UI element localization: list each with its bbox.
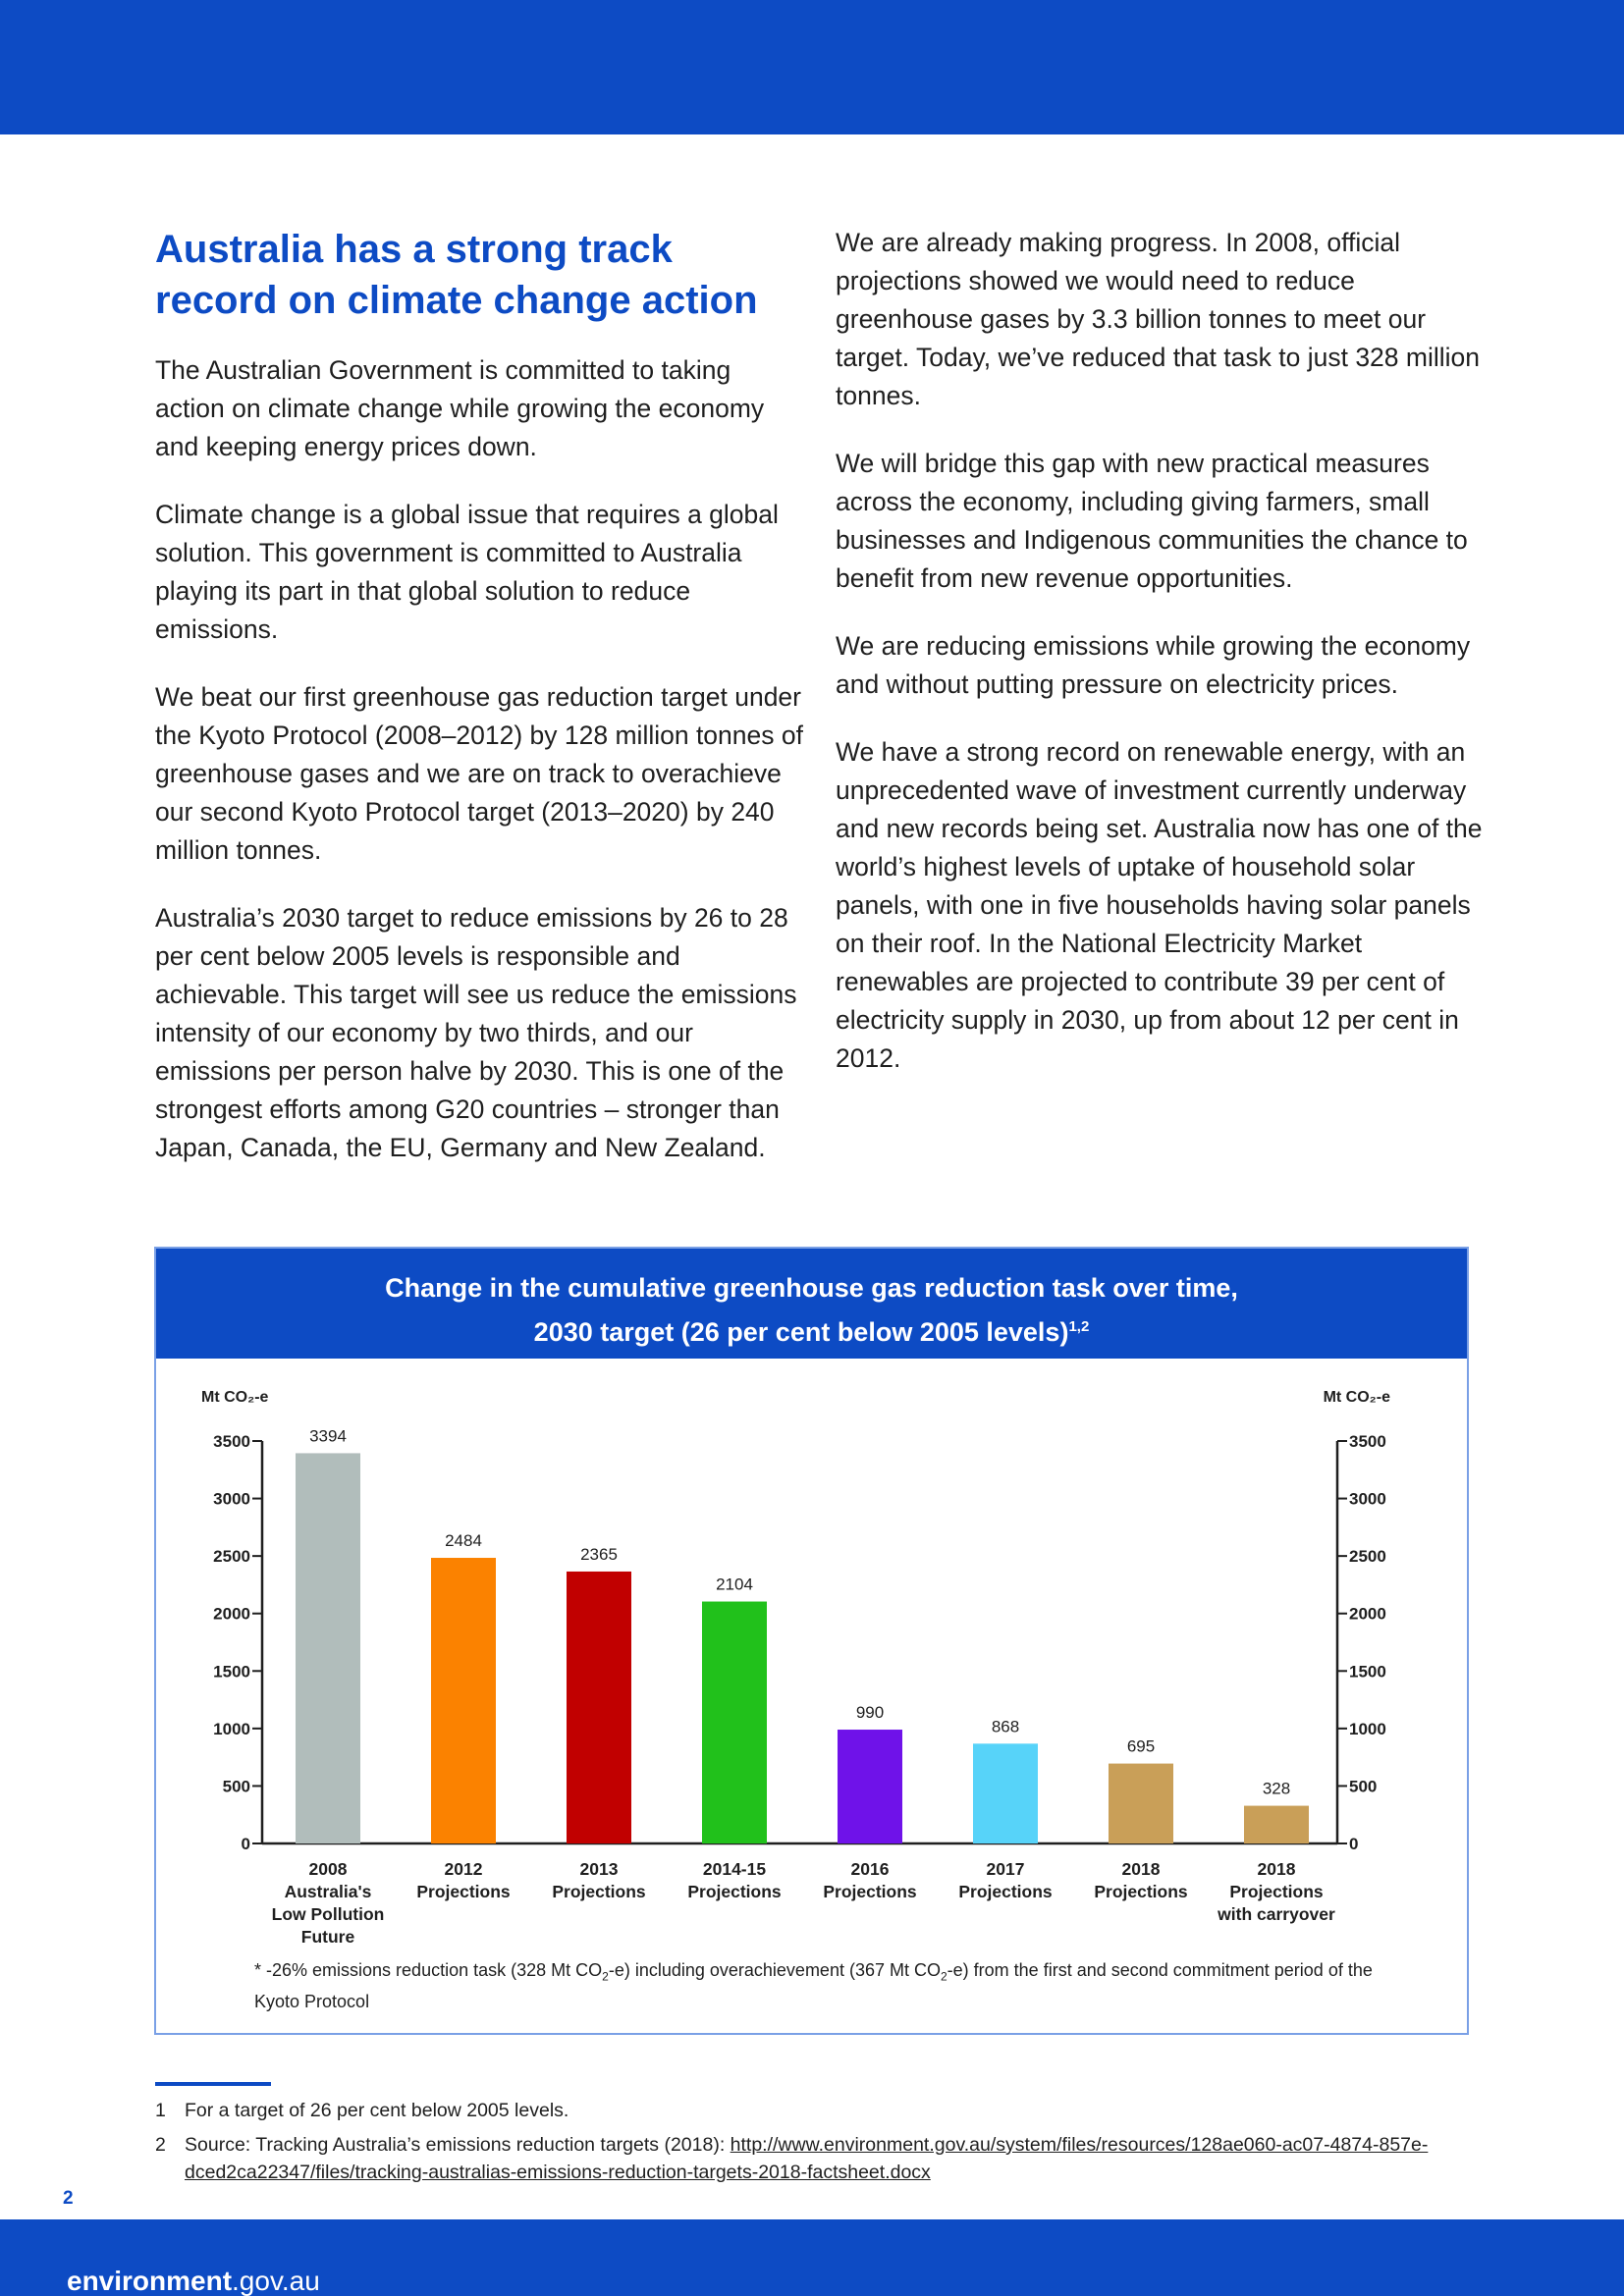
bar-value-label: 990 [855,1703,885,1723]
x-category-label: Projections [1094,1882,1188,1901]
x-category-label: 2013 [579,1859,619,1879]
x-category-label: Projections [552,1882,646,1901]
bar [973,1743,1038,1843]
x-category-label: Australia's [284,1882,372,1901]
x-category-label: 2017 [986,1859,1025,1879]
footnote-1 [155,2097,1492,2124]
y-axis-label-left: Mt CO₂-e [201,1389,269,1406]
y-tick-label-right: 3000 [1349,1489,1386,1509]
chart-title-line-1: Change in the cumulative greenhouse gas reduction task over time, [385,1273,1238,1303]
bar-value-label: 695 [1126,1736,1156,1756]
x-category-label: with carryover [1218,1904,1335,1924]
footnote-1-text: For a target of 26 per cent below 2005 levels. [185,2100,569,2121]
left-paragraph-1: The Australian Government is committed to taking action on climate change while growing the economy and keeping energy prices down. [155,355,765,461]
y-tick-label-right: 2000 [1349,1604,1386,1624]
y-tick-label-left: 500 [222,1777,250,1796]
right-paragraph-2: We will bridge this gap with new practical measures across the economy, including giving farmers, small businesses and Indigenous communities the chance to benefit from new revenue opportunities. [836,449,1468,593]
left-paragraph-4: Australia’s 2030 target to reduce emissions by 26 to 28 per cent below 2005 levels is responsible and achievable. This target will see us reduce the emissions intensity of our economy by two thirds, and our emissions per person halve by 2030. This is one of the strongest efforts among G20 countries – stronger than Japan, Canada, the EU, Germany and New Zealand. [155,903,797,1162]
left-column [155,224,803,1197]
top-banner [0,0,1624,134]
chart-panel [154,1247,1469,2035]
chart-title-line-2: 2030 target (26 per cent below 2005 levels)$^{1,2}$ [533,1317,1090,1347]
bar-value-label: 328 [1262,1779,1291,1798]
bar-chart [156,1249,1467,2033]
chart-note: * -26% emissions reduction task (328 Mt $CO_2-e$) including overachievement (367 Mt $CO_2-e$) from the first and second commitment period of the Kyoto Protocol [254,1960,1373,2011]
x-category-label: 2018 [1257,1859,1296,1879]
x-category-label: 2014-15 [702,1859,767,1879]
bar [296,1453,360,1843]
bar-value-label: 868 [991,1717,1020,1736]
y-tick-label-right: 1000 [1349,1719,1386,1738]
y-tick-label-left: 0 [241,1835,250,1853]
x-category-label: Projections [1229,1882,1324,1901]
y-tick-label-right: 3500 [1349,1432,1386,1451]
x-category-label: Low Pollution [271,1904,385,1924]
y-tick-label-right: 1500 [1349,1662,1386,1682]
footnote-rule [155,2082,271,2086]
left-paragraph-2: Climate change is a global issue that requires a global solution. This government is committed to Australia playing its part in that global solution to reduce emissions. [155,500,779,644]
y-tick-label-left: 1500 [213,1662,250,1682]
bar-value-label: 2484 [445,1531,482,1551]
x-category-label: 2018 [1121,1859,1161,1879]
bar [567,1572,631,1843]
bar [431,1558,496,1843]
bar-value-label: 3394 [309,1426,347,1446]
right-paragraph-4: We have a strong record on renewable energy, with an unprecedented wave of investment currently underway and new records being set. Australia now has one of the world’s highest levels of uptake of household solar panels, with one in five households having solar panels on their roof. In the National Electricity Market renewables are projected to contribute 39 per cent of electricity supply in 2030, up from about 12 per cent in 2012. [836,737,1483,1073]
x-category-label: Projections [687,1882,782,1901]
y-tick-label-right: 2500 [1349,1547,1386,1567]
right-paragraph-1: We are already making progress. In 2008, official projections showed we would need to reduce greenhouse gases by 3.3 billion tonnes to meet our target. Today, we’ve reduced that task to just 328 million tonnes. [836,228,1480,410]
right-column [836,224,1484,1107]
chart-title-superscript: 1,2 [1068,1318,1090,1335]
right-paragraph-3: We are reducing emissions while growing the economy and without putting pressure on electricity prices. [836,631,1471,699]
x-category-label: 2008 [308,1859,348,1879]
left-paragraph-3: We beat our first greenhouse gas reduction target under the Kyoto Protocol (2008–2012) by 128 million tonnes of greenhouse gases and we are on track to overachieve our second Kyoto Protocol target (2013–2020) by 240 million tonnes. [155,682,803,865]
x-category-label: Projections [823,1882,917,1901]
footnote-2-text: Source: Tracking Australia’s emissions reduction targets (2018): [185,2134,731,2156]
page-headline: Australia has a strong track record on climate change action [155,228,758,322]
y-tick-label-left: 1000 [213,1719,250,1738]
source-link[interactable]: http://www.environment.gov.au/system/files/resources/128ae060-ac07-4874-857e-dced2ca22347/files/tracking-australias-emissions-reduction-targets-2018-factsheet.docx [185,2134,1429,2183]
y-tick-label-right: 500 [1349,1777,1378,1796]
footnote-1-number: 1 [155,2100,166,2121]
y-tick-label-right: 0 [1349,1835,1359,1853]
bar-value-label: 2365 [580,1544,618,1564]
y-tick-label-left: 3000 [213,1489,250,1509]
footnote-2 [155,2131,1492,2186]
x-category-label: Projections [958,1882,1053,1901]
bar [1109,1764,1173,1843]
bar [702,1602,767,1843]
x-category-label: 2012 [444,1859,483,1879]
y-tick-label-left: 2500 [213,1547,250,1567]
y-tick-label-left: 2000 [213,1604,250,1624]
page-number: 2 [63,2188,74,2209]
y-axis-label-right: Mt CO₂-e [1323,1389,1390,1406]
bar [1244,1806,1309,1843]
y-tick-label-left: 3500 [213,1432,250,1451]
bar-value-label: 2104 [716,1575,753,1594]
footnote-2-number: 2 [155,2134,166,2156]
x-category-label: 2016 [850,1859,890,1879]
x-category-label: Future [300,1927,355,1947]
bar [838,1730,902,1843]
x-category-label: Projections [416,1882,511,1901]
